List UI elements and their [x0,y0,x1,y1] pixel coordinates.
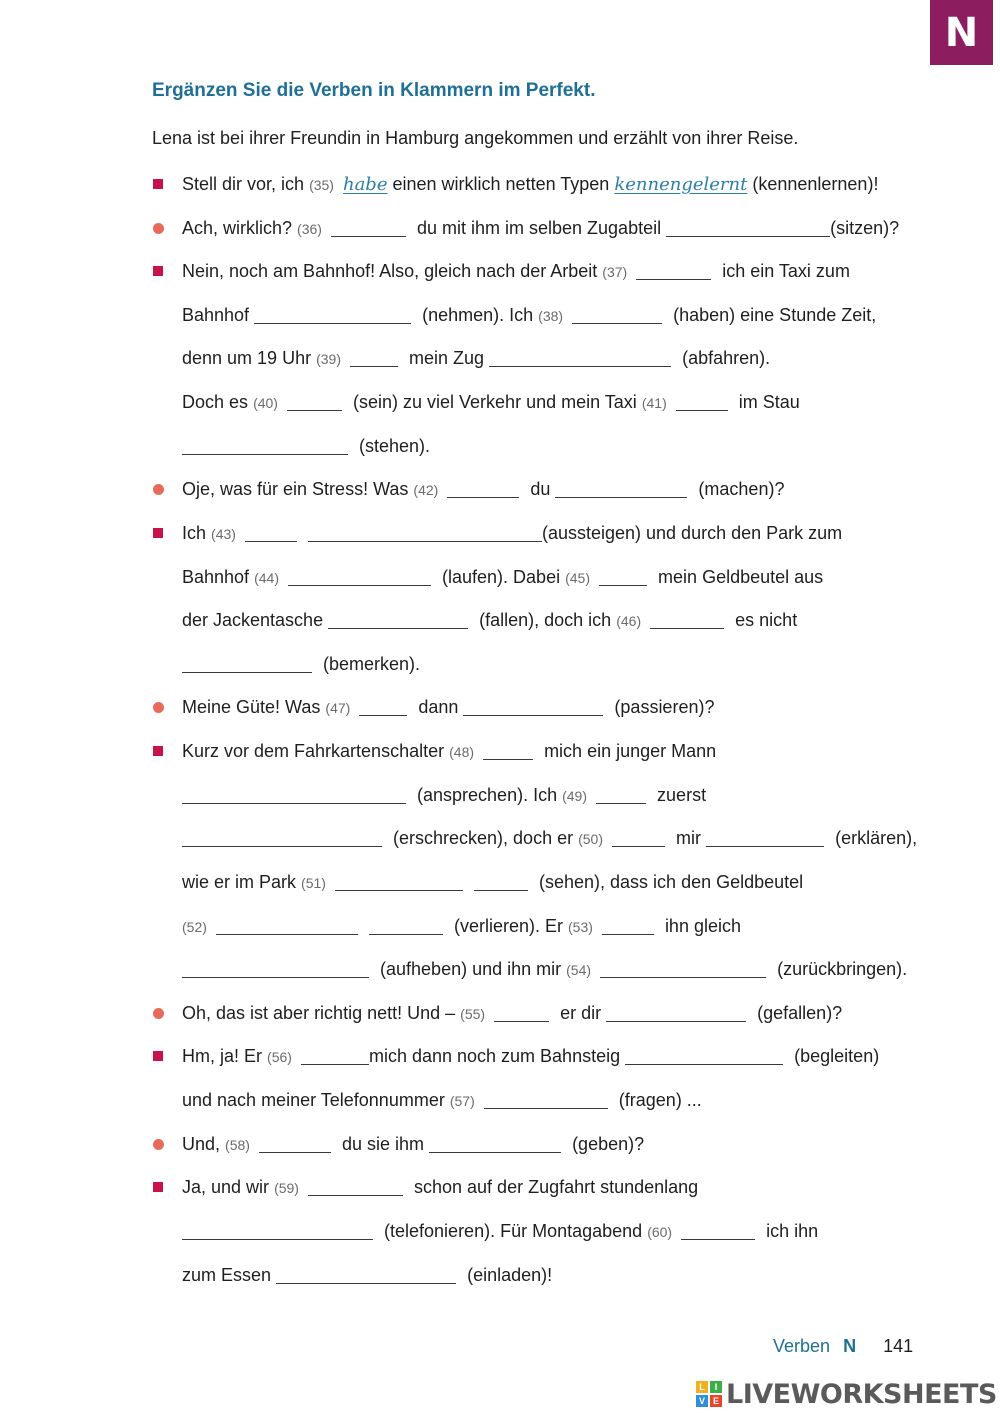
blank-53b[interactable] [182,957,369,978]
square-bullet-icon [153,1182,163,1192]
dialogue-line-25: (telefonieren). Für Montagabend (60) ich ihn [182,1218,818,1244]
dialogue-line-22: und nach meiner Telefonnummer (57) (fragen) ... [182,1090,702,1110]
footer-section: Verben [773,1336,831,1356]
blank-48a[interactable] [483,739,533,760]
blank-51a[interactable] [335,870,463,891]
circle-bullet-icon [153,484,164,495]
circle-bullet-icon [153,1008,164,1019]
blank-47a[interactable] [359,695,407,716]
blank-49a[interactable] [596,783,646,804]
dialogue-line-8: Oje, was für ein Stress! Was (42) du (machen)? [182,476,784,502]
blank-56b[interactable] [625,1044,783,1065]
blank-50a[interactable] [612,826,665,847]
blank-43b[interactable] [308,521,542,542]
dialogue-line-1: Stell dir vor, ich (35) habe einen wirklich netten Typen kennengelernt (kennenlernen)! [182,171,878,197]
blank-51b[interactable] [474,870,528,891]
blank-47b[interactable] [463,695,603,716]
blank-43a[interactable] [245,521,297,542]
blank-60b[interactable] [276,1263,456,1284]
logo-tile-l: L [696,1381,708,1393]
blank-59a[interactable] [308,1175,403,1196]
dialogue-line-20: Oh, das ist aber richtig nett! Und – (55) er dir (gefallen)? [182,1000,842,1026]
dialogue-line-14: Kurz vor dem Fahrkartenschalter (48) mich ein junger Mann [182,738,716,764]
blank-44[interactable] [288,565,431,586]
dialogue-line-5: denn um 19 Uhr (39) mein Zug (abfahren). [182,348,771,368]
blank-37a[interactable] [636,259,711,280]
blank-53a[interactable] [602,914,654,935]
blank-52a[interactable] [216,914,358,935]
blank-41b[interactable] [182,434,348,455]
blank-56a[interactable] [301,1044,369,1065]
dialogue-line-12: (bemerken). [182,651,420,677]
blank-60a[interactable] [681,1219,755,1240]
circle-bullet-icon [153,1139,164,1150]
dialogue-line-23: Und, (58) du sie ihm (geben)? [182,1131,644,1157]
square-bullet-icon [153,528,163,538]
blank-58a[interactable] [259,1132,331,1153]
blank-54[interactable] [600,957,766,978]
blank-39a[interactable] [350,346,398,367]
page-number: 141 [883,1336,914,1356]
square-bullet-icon [153,266,163,276]
dialogue-line-16: (erschrecken), doch er (50) mir (erklären), [182,825,917,851]
blank-55a[interactable] [494,1001,549,1022]
liveworksheets-brand [696,1378,997,1410]
dialogue-line-21: Hm, ja! Er (56) mich dann noch zum Bahnsteig (begleiten) [182,1043,879,1069]
dialogue-line-15: (ansprechen). Ich (49) zuerst [182,782,706,808]
dialogue-line-9: Ich (43) (aussteigen) und durch den Park zum [182,520,842,546]
dialogue-line-19: (aufheben) und ihn mir (54) (zurückbringen). [182,956,907,982]
dialogue-line-17: wie er im Park (51) (sehen), dass ich den Geldbeutel [182,872,804,892]
blank-58b[interactable] [429,1132,561,1153]
logo-tile-v: V [696,1395,708,1407]
blank-45b[interactable] [328,608,468,629]
dialogue-line-4: Bahnhof (nehmen). Ich (38) (haben) eine Stunde Zeit, [182,305,877,325]
blank-57[interactable] [484,1088,608,1109]
dialogue-line-2: Ach, wirklich? (36) du mit ihm im selben Zugabteil (sitzen)? [182,215,899,241]
blank-42b[interactable] [555,477,687,498]
blank-41a[interactable] [676,390,728,411]
logo-tile-e: E [710,1395,722,1407]
square-bullet-icon [153,746,163,756]
blank-37b[interactable] [254,303,411,324]
dialogue-line-10: Bahnhof (44) (laufen). Dabei (45) mein Geldbeutel aus [182,567,824,587]
blank-42a[interactable] [447,477,519,498]
blank-38[interactable] [572,303,662,324]
footer-letter: N [843,1336,857,1356]
dialogue-line-11: der Jackentasche (fallen), doch ich (46) es nicht [182,610,798,630]
page-footer [773,1336,913,1357]
blank-36b[interactable] [666,216,830,237]
blank-40[interactable] [287,390,342,411]
blank-39b[interactable] [489,346,671,367]
dialogue-line-13: Meine Güte! Was (47) dann (passieren)? [182,694,714,720]
blank-46b[interactable] [182,652,312,673]
square-bullet-icon [153,1051,163,1061]
dialogue-line-3: Nein, noch am Bahnhof! Also, gleich nach der Arbeit (37) ich ein Taxi zum [182,258,850,284]
blank-55b[interactable] [606,1001,746,1022]
blank-48b[interactable] [182,783,406,804]
chapter-tab: N [930,0,993,65]
exercise-intro: Lena ist bei ihrer Freundin in Hamburg angekommen und erzählt von ihrer Reise. [152,128,799,148]
brand-text: LIVEWORKSHEETS [726,1378,997,1410]
blank-49b[interactable] [182,826,382,847]
blank-50b[interactable] [706,826,824,847]
logo-tile-i: I [710,1381,722,1393]
circle-bullet-icon [153,223,164,234]
dialogue-line-18: (52) (verlieren). Er (53) ihn gleich [182,916,741,936]
dialogue-line-7: (stehen). [182,433,430,459]
blank-59b[interactable] [182,1219,373,1240]
square-bullet-icon [153,179,163,189]
answer-35[interactable]: habe [342,174,388,195]
dialogue-line-24: Ja, und wir (59) schon auf der Zugfahrt stundenlang [182,1174,698,1200]
circle-bullet-icon [153,702,164,713]
exercise-heading: Ergänzen Sie die Verben in Klammern im Perfekt. [152,80,596,101]
blank-45a[interactable] [599,565,647,586]
answer-35b[interactable]: kennengelernt [614,174,748,195]
liveworksheets-logo-icon [696,1381,722,1407]
blank-36a[interactable] [331,216,406,237]
dialogue-line-26: zum Essen (einladen)! [182,1265,553,1285]
blank-46a[interactable] [650,608,724,629]
dialogue-line-6: Doch es (40) (sein) zu viel Verkehr und mein Taxi (41) im Stau [182,392,800,412]
blank-52b[interactable] [369,914,443,935]
